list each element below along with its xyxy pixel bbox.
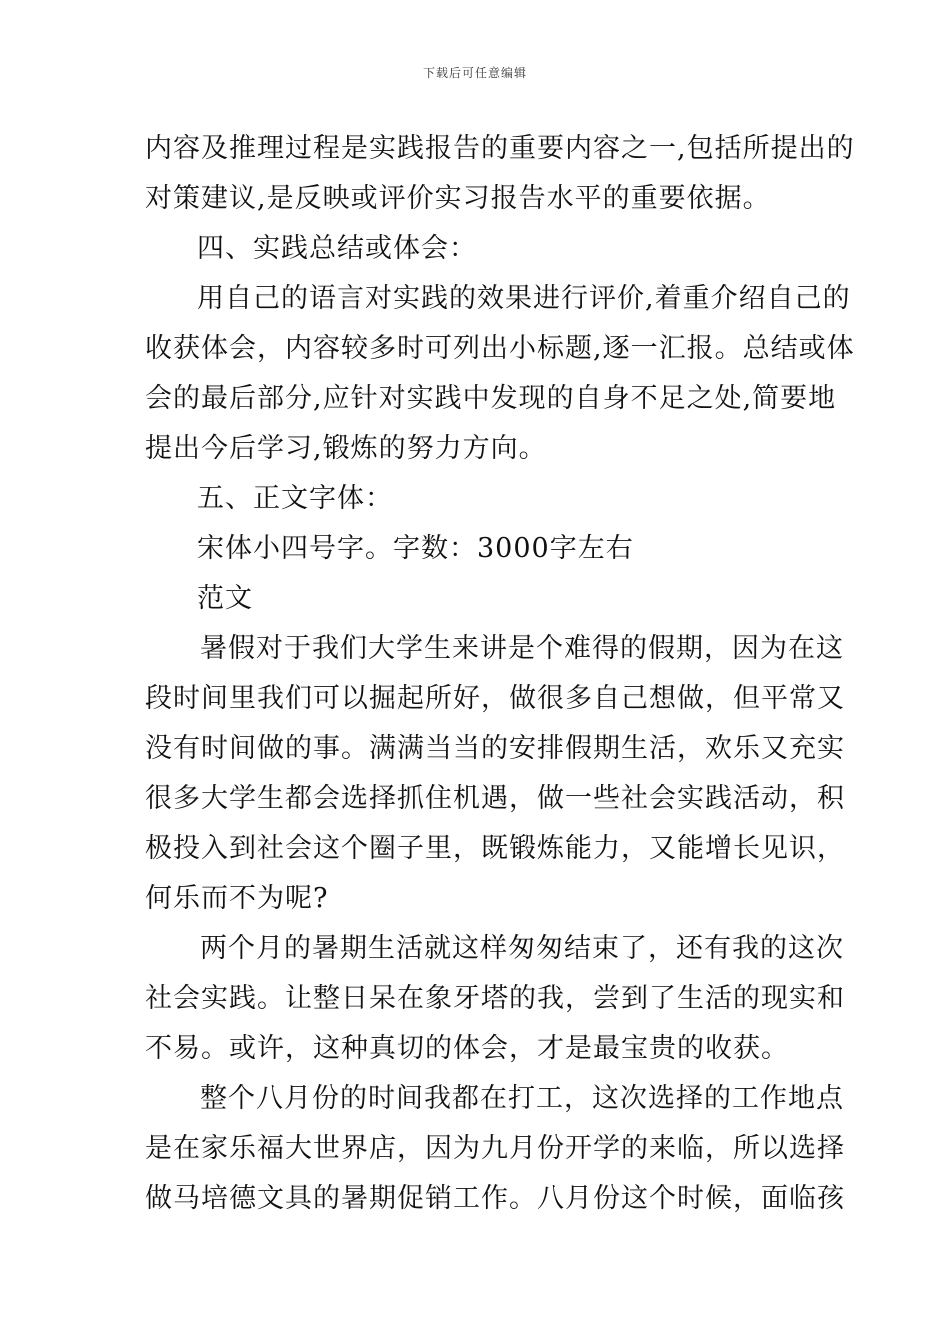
paragraph-line: 是在家乐福大世界店，因为九月份开学的来临，所以选择: [145, 1133, 845, 1164]
page-header: 下载后可任意编辑: [422, 66, 527, 80]
paragraph-line: 会的最后部分,应针对实践中发现的自身不足之处,简要地: [145, 383, 837, 414]
paragraph-line: 内容及推理过程是实践报告的重要内容之一,包括所提出的: [145, 133, 855, 164]
paragraph-line: 宋体小四号字。字数：3000字左右: [197, 533, 634, 564]
paragraph-line: 两个月的暑期生活就这样匆匆结束了，还有我的这次: [200, 933, 844, 964]
paragraph-line: 不易。或许，这种真切的体会，才是最宝贵的收获。: [145, 1033, 789, 1064]
paragraph-line: 整个八月份的时间我都在打工，这次选择的工作地点: [200, 1083, 844, 1114]
paragraph-line: 对策建议,是反映或评价实习报告水平的重要依据。: [145, 183, 771, 214]
paragraph-line: 做马培德文具的暑期促销工作。八月份这个时候，面临孩: [145, 1183, 845, 1214]
paragraph-line: 社会实践。让整日呆在象牙塔的我，尝到了生活的现实和: [145, 983, 845, 1014]
section-heading: 五、正文字体：: [197, 483, 393, 514]
paragraph-line: 段时间里我们可以掘起所好，做很多自己想做，但平常又: [145, 683, 845, 714]
paragraph-line: 何乐而不为呢?: [145, 883, 329, 914]
section-heading: 四、实践总结或体会：: [197, 233, 477, 264]
paragraph-line: 收获体会，内容较多时可列出小标题,逐一汇报。总结或体: [145, 333, 855, 364]
paragraph-line: 极投入到社会这个圈子里，既锻炼能力，又能增长见识，: [145, 833, 845, 864]
paragraph-line: 用自己的语言对实践的效果进行评价,着重介绍自己的: [197, 283, 851, 314]
section-heading: 范文: [197, 583, 253, 614]
paragraph-line: 暑假对于我们大学生来讲是个难得的假期，因为在这: [200, 633, 844, 664]
paragraph-line: 很多大学生都会选择抓住机遇，做一些社会实践活动，积: [145, 783, 845, 814]
paragraph-line: 没有时间做的事。满满当当的安排假期生活，欢乐又充实: [145, 733, 845, 764]
paragraph-line: 提出今后学习,锻炼的努力方向。: [145, 433, 547, 464]
